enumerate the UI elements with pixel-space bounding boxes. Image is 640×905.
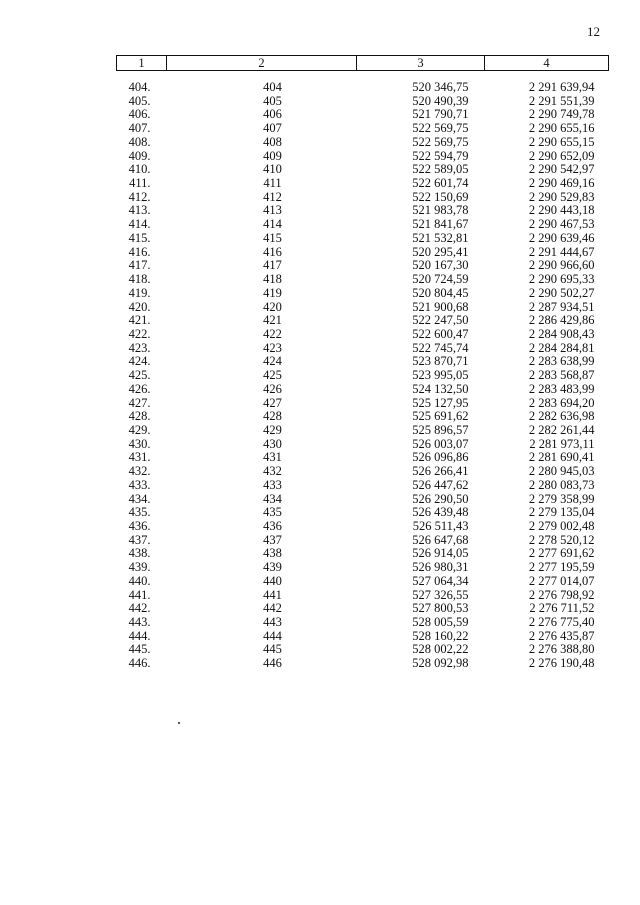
coordinate-x-cell: 525 127,95 — [412, 396, 469, 410]
point-number-cell: 416 — [263, 245, 282, 259]
row-number-cell: 422. — [128, 327, 151, 341]
coordinate-x-cell: 521 983,78 — [412, 204, 469, 218]
point-number-cell: 443 — [263, 616, 282, 630]
coordinate-y-cell: 2 291 639,94 — [528, 80, 595, 94]
table-row — [117, 273, 609, 287]
header-row — [117, 56, 609, 71]
table-row — [117, 369, 609, 383]
coordinate-x-cell: 520 490,39 — [412, 94, 469, 108]
row-number-cell: 439. — [128, 561, 151, 575]
point-number-cell: 418 — [263, 273, 282, 287]
coordinate-y-cell: 2 290 749,78 — [528, 108, 595, 122]
point-number-cell: 417 — [263, 259, 282, 273]
row-number-cell: 441. — [128, 588, 151, 602]
row-number-cell: 411. — [129, 177, 151, 191]
table-row — [117, 108, 609, 122]
point-number-cell: 423 — [263, 341, 282, 355]
point-number-cell: 428 — [263, 410, 282, 424]
coordinate-y-cell: 2 290 966,60 — [528, 259, 595, 273]
coordinate-y-cell: 2 277 014,07 — [528, 574, 595, 588]
coordinate-y-cell: 2 277 195,59 — [528, 561, 595, 575]
coordinate-x-cell: 528 005,59 — [412, 616, 469, 630]
table-row — [117, 602, 609, 616]
coordinate-y-cell: 2 290 542,97 — [528, 163, 595, 177]
point-number-cell: 407 — [263, 122, 282, 136]
stray-mark — [178, 722, 180, 724]
point-number-cell: 421 — [263, 314, 282, 328]
coordinate-x-cell: 523 870,71 — [412, 355, 469, 369]
row-number-cell: 404. — [128, 80, 151, 94]
table-row — [117, 630, 609, 644]
row-number-cell: 444. — [128, 629, 151, 643]
table-row — [117, 479, 609, 493]
table-row — [117, 451, 609, 465]
coordinate-x-cell: 528 160,22 — [412, 629, 469, 643]
table-row — [117, 465, 609, 479]
table-row — [117, 136, 609, 150]
table-row — [117, 163, 609, 177]
coordinate-y-cell: 2 276 775,40 — [528, 616, 595, 630]
coordinate-y-cell: 2 290 655,15 — [528, 135, 595, 149]
row-number-cell: 429. — [128, 423, 151, 437]
coordinate-y-cell: 2 276 435,87 — [528, 629, 595, 643]
coordinate-x-cell: 522 150,69 — [412, 190, 469, 204]
row-number-cell: 431. — [128, 451, 151, 465]
table-row — [117, 424, 609, 438]
point-number-cell: 436 — [263, 520, 282, 533]
point-number-cell: 441 — [263, 588, 282, 602]
point-number-cell: 412 — [263, 190, 282, 204]
coordinate-x-cell: 528 002,22 — [412, 643, 469, 657]
coordinate-x-cell: 522 247,50 — [412, 314, 469, 328]
coordinate-y-cell: 2 279 135,04 — [528, 506, 595, 520]
row-number-cell: 423. — [128, 341, 151, 355]
coordinate-x-cell: 521 532,81 — [412, 231, 469, 245]
row-number-cell: 415. — [128, 231, 151, 245]
row-number-cell: 405. — [128, 94, 151, 108]
point-number-cell: 408 — [263, 135, 282, 149]
table-row — [117, 657, 609, 671]
table-row — [117, 534, 609, 548]
table-row — [117, 328, 609, 342]
table-row — [117, 410, 609, 424]
coordinate-y-cell: 2 276 388,80 — [528, 643, 595, 657]
table-row — [117, 95, 609, 109]
point-number-cell: 427 — [263, 396, 282, 410]
row-number-cell: 436. — [128, 520, 151, 533]
point-number-cell: 444 — [263, 629, 282, 643]
row-number-cell: 437. — [128, 533, 151, 547]
table-row — [117, 259, 609, 273]
table-row — [117, 520, 609, 534]
coordinate-y-cell: 2 291 551,39 — [528, 94, 595, 108]
row-number-cell: 434. — [128, 492, 151, 506]
point-number-cell: 404 — [263, 80, 282, 94]
table-row — [117, 177, 609, 191]
table-row — [117, 438, 609, 452]
coordinate-x-cell: 521 790,71 — [412, 108, 469, 122]
coordinate-y-cell: 2 290 467,53 — [528, 218, 595, 232]
point-number-cell: 411 — [263, 177, 282, 191]
coordinate-y-cell: 2 279 358,99 — [528, 492, 595, 506]
coordinate-y-cell: 2 277 691,62 — [528, 547, 595, 561]
table-row — [117, 150, 609, 164]
coordinate-x-cell: 520 295,41 — [412, 245, 469, 259]
point-number-cell: 434 — [263, 492, 282, 506]
point-number-cell: 439 — [263, 561, 282, 575]
coordinate-y-cell: 2 283 483,99 — [528, 382, 595, 396]
row-number-cell: 440. — [128, 574, 151, 588]
coordinate-y-cell: 2 290 655,16 — [528, 122, 595, 136]
row-number-cell: 435. — [128, 506, 151, 520]
column-header-2: 2 — [167, 56, 357, 71]
coordinate-x-cell: 522 601,74 — [412, 177, 469, 191]
coordinate-y-cell: 2 281 690,41 — [528, 451, 595, 465]
point-number-cell: 424 — [263, 355, 282, 369]
table-row — [117, 506, 609, 520]
point-number-cell: 409 — [263, 149, 282, 163]
table-row — [117, 383, 609, 397]
coordinate-x-cell: 526 096,86 — [412, 451, 469, 465]
table-row — [117, 575, 609, 589]
coordinate-x-cell: 526 003,07 — [412, 437, 469, 451]
coordinate-x-cell: 526 511,43 — [412, 520, 469, 533]
column-header-3: 3 — [357, 56, 485, 71]
coordinate-y-cell: 2 283 638,99 — [528, 355, 595, 369]
column-header-1: 1 — [117, 56, 167, 71]
coordinate-x-cell: 521 900,68 — [412, 300, 469, 314]
coordinate-y-cell: 2 290 695,33 — [528, 273, 595, 287]
coordinate-x-cell: 525 896,57 — [412, 423, 469, 437]
point-number-cell: 413 — [263, 204, 282, 218]
row-number-cell: 446. — [128, 657, 151, 671]
coordinate-x-cell: 522 589,05 — [412, 163, 469, 177]
coordinate-x-cell: 522 745,74 — [412, 341, 469, 355]
coordinate-x-cell: 527 064,34 — [412, 574, 469, 588]
row-number-cell: 413. — [128, 204, 151, 218]
coordinate-x-cell: 522 600,47 — [412, 327, 469, 341]
point-number-cell: 410 — [263, 163, 282, 177]
coordinate-y-cell: 2 281 973,11 — [529, 437, 595, 451]
row-number-cell: 409. — [128, 149, 151, 163]
coordinate-x-cell: 520 724,59 — [412, 273, 469, 287]
table-row — [117, 397, 609, 411]
point-number-cell: 420 — [263, 300, 282, 314]
table-row — [117, 355, 609, 369]
row-number-cell: 412. — [128, 190, 151, 204]
coordinate-y-cell: 2 290 469,16 — [528, 177, 595, 191]
coordinate-y-cell: 2 286 429,86 — [528, 314, 595, 328]
point-number-cell: 432 — [263, 465, 282, 479]
coordinate-y-cell: 2 291 444,67 — [528, 245, 595, 259]
point-number-cell: 445 — [263, 643, 282, 657]
row-number-cell: 420. — [128, 300, 151, 314]
table-row — [117, 71, 609, 95]
point-number-cell: 438 — [263, 547, 282, 561]
coordinate-x-cell: 522 569,75 — [412, 135, 469, 149]
point-number-cell: 433 — [263, 478, 282, 492]
table-row — [117, 301, 609, 315]
coordinate-y-cell: 2 276 711,52 — [529, 602, 595, 616]
coordinate-y-cell: 2 290 639,46 — [528, 231, 595, 245]
point-number-cell: 405 — [263, 94, 282, 108]
table-row — [117, 561, 609, 575]
table-row — [117, 547, 609, 561]
coordinate-y-cell: 2 287 934,51 — [528, 300, 595, 314]
coordinate-x-cell: 523 995,05 — [412, 369, 469, 383]
table-row — [117, 232, 609, 246]
point-number-cell: 437 — [263, 533, 282, 547]
coordinate-y-cell: 2 280 945,03 — [528, 465, 595, 479]
coordinate-x-cell: 527 326,55 — [412, 588, 469, 602]
coordinate-x-cell: 524 132,50 — [412, 382, 469, 396]
coordinate-y-cell: 2 290 502,27 — [528, 286, 595, 300]
row-number-cell: 416. — [128, 245, 151, 259]
table-row — [117, 122, 609, 136]
point-number-cell: 426 — [263, 382, 282, 396]
coordinate-y-cell: 2 284 284,81 — [528, 341, 595, 355]
table-row — [117, 589, 609, 603]
coordinate-y-cell: 2 290 652,09 — [528, 149, 595, 163]
table-row — [117, 246, 609, 260]
row-number-cell: 432. — [128, 465, 151, 479]
row-number-cell: 443. — [128, 616, 151, 630]
page-number: 12 — [587, 24, 600, 39]
coordinate-y-cell: 2 280 083,73 — [528, 478, 595, 492]
row-number-cell: 418. — [128, 273, 151, 287]
coordinate-x-cell: 522 594,79 — [412, 149, 469, 163]
coordinate-y-cell: 2 283 568,87 — [528, 369, 595, 383]
coordinate-x-cell: 520 346,75 — [412, 80, 469, 94]
row-number-cell: 410. — [128, 163, 151, 177]
coordinate-y-cell: 2 284 908,43 — [528, 327, 595, 341]
row-number-cell: 419. — [128, 286, 151, 300]
table-row — [117, 191, 609, 205]
coordinate-y-cell: 2 278 520,12 — [528, 533, 595, 547]
table-row — [117, 287, 609, 301]
coordinate-x-cell: 520 804,45 — [412, 286, 469, 300]
table-row — [117, 218, 609, 232]
coordinate-x-cell: 526 266,41 — [412, 465, 469, 479]
coordinate-y-cell: 2 290 529,83 — [528, 190, 595, 204]
coordinate-x-cell: 526 290,50 — [412, 492, 469, 506]
row-number-cell: 427. — [128, 396, 151, 410]
row-number-cell: 430. — [128, 437, 151, 451]
coordinate-y-cell: 2 283 694,20 — [528, 396, 595, 410]
coordinate-x-cell: 526 914,05 — [412, 547, 469, 561]
coordinate-x-cell: 520 167,30 — [412, 259, 469, 273]
point-number-cell: 442 — [263, 602, 282, 616]
coordinate-y-cell: 2 282 261,44 — [528, 423, 595, 437]
coordinate-x-cell: 527 800,53 — [412, 602, 469, 616]
row-number-cell: 406. — [128, 108, 151, 122]
row-number-cell: 408. — [128, 135, 151, 149]
point-number-cell: 406 — [263, 108, 282, 122]
coordinates-table — [116, 55, 609, 671]
point-number-cell: 430 — [263, 437, 282, 451]
row-number-cell: 414. — [128, 218, 151, 232]
coordinate-y-cell: 2 279 002,48 — [528, 520, 595, 533]
coordinate-x-cell: 526 447,62 — [412, 478, 469, 492]
table-header — [117, 56, 609, 71]
row-number-cell: 424. — [128, 355, 151, 369]
table-row — [117, 616, 609, 630]
coordinate-y-cell: 2 276 190,48 — [528, 657, 595, 671]
table-row — [117, 204, 609, 218]
coordinate-x-cell: 522 569,75 — [412, 122, 469, 136]
table-row — [117, 342, 609, 356]
point-number-cell: 440 — [263, 574, 282, 588]
column-header-4: 4 — [485, 56, 609, 71]
coordinate-x-cell: 526 647,68 — [412, 533, 469, 547]
table-row — [117, 643, 609, 657]
point-number-cell: 422 — [263, 327, 282, 341]
point-number-cell: 425 — [263, 369, 282, 383]
coordinate-y-cell: 2 282 636,98 — [528, 410, 595, 424]
row-number-cell: 426. — [128, 382, 151, 396]
coordinate-y-cell: 2 276 798,92 — [528, 588, 595, 602]
point-number-cell: 431 — [263, 451, 282, 465]
coordinate-x-cell: 525 691,62 — [412, 410, 469, 424]
coordinate-y-cell: 2 290 443,18 — [528, 204, 595, 218]
table-row — [117, 314, 609, 328]
row-number-cell: 438. — [128, 547, 151, 561]
row-number-cell: 417. — [128, 259, 151, 273]
row-number-cell: 433. — [128, 478, 151, 492]
point-number-cell: 414 — [263, 218, 282, 232]
point-number-cell: 446 — [263, 657, 282, 671]
point-number-cell: 419 — [263, 286, 282, 300]
table-body — [117, 71, 609, 671]
coordinate-x-cell: 526 980,31 — [412, 561, 469, 575]
row-number-cell: 407. — [128, 122, 151, 136]
coordinate-x-cell: 528 092,98 — [412, 657, 469, 671]
row-number-cell: 445. — [128, 643, 151, 657]
coordinate-x-cell: 526 439,48 — [412, 506, 469, 520]
row-number-cell: 442. — [128, 602, 151, 616]
table-row — [117, 493, 609, 507]
row-number-cell: 425. — [128, 369, 151, 383]
coordinate-x-cell: 521 841,67 — [412, 218, 469, 232]
row-number-cell: 428. — [128, 410, 151, 424]
row-number-cell: 421. — [128, 314, 151, 328]
point-number-cell: 415 — [263, 231, 282, 245]
point-number-cell: 429 — [263, 423, 282, 437]
point-number-cell: 435 — [263, 506, 282, 520]
